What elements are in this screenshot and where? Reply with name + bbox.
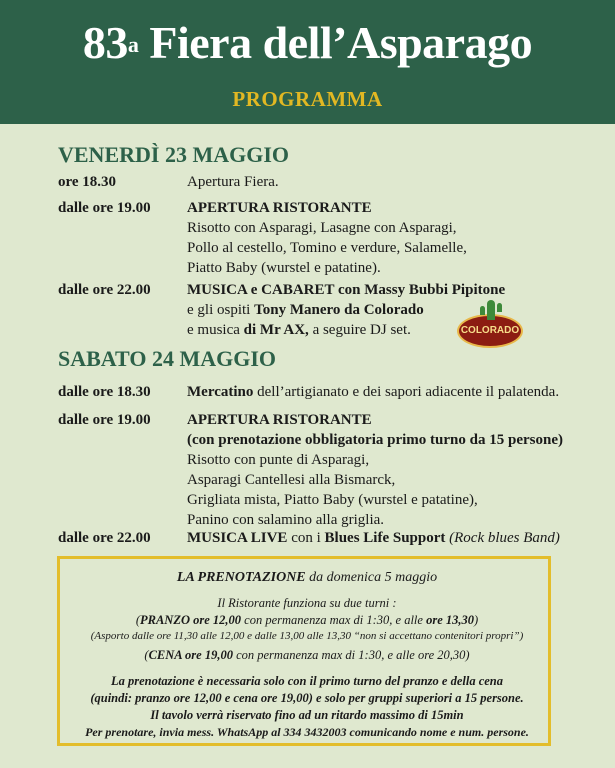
booking-note-line: Il tavolo verrà riservato fino ad un ritardo massimo di 15min	[150, 708, 464, 722]
event-heading: APERTURA RISTORANTE	[187, 412, 372, 428]
event-description: Mercatino dell’artigianato e dei sapori adiacente il palatenda.	[187, 384, 560, 400]
menu-line: Risotto con Asparagi, Lasagne con Asparagi,	[187, 220, 457, 236]
event-time: ore 18.30	[58, 174, 117, 190]
event-time: dalle ore 22.00	[58, 530, 151, 546]
event-line: e musica di Mr AX, a seguire DJ set.	[187, 322, 411, 338]
menu-line: Risotto con punte di Asparagi,	[187, 452, 370, 468]
booking-note: (con prenotazione obbligatoria primo turno da 15 persone)	[187, 432, 563, 448]
menu-line: Pollo al cestello, Tomino e verdure, Salamelle,	[187, 240, 467, 256]
menu-line: Panino con salamino alla griglia.	[187, 512, 385, 528]
header-banner	[0, 0, 615, 124]
event-heading: MUSICA e CABARET con Massy Bubbi Pipitone	[187, 282, 506, 298]
event-description: MUSICA LIVE con i Blues Life Support (Rock blues Band)	[187, 530, 560, 546]
takeaway-info: (Asporto dalle ore 11,30 alle 12,00 e dalle 13,00 alle 13,30 “non si accettano contenitori propri”)	[90, 630, 524, 642]
page-subtitle: PROGRAMMA	[232, 87, 383, 111]
booking-heading: LA PRENOTAZIONE da domenica 5 maggio	[176, 570, 438, 585]
colorado-logo: COLORADO	[457, 314, 523, 348]
page-title: 83$^a$ Fiera dell’Asparago	[82, 17, 533, 68]
event-description: Apertura Fiera.	[187, 174, 279, 190]
day-title-friday: VENERDÌ 23 MAGGIO	[58, 142, 290, 167]
menu-line: Asparagi Cantellesi alla Bismarck,	[187, 472, 396, 488]
day-title-saturday: SABATO 24 MAGGIO	[58, 346, 276, 371]
event-time: dalle ore 19.00	[58, 412, 151, 428]
booking-note-line: (quindi: pranzo ore 12,00 e cena ore 19,00) e solo per gruppi superiori a 15 persone.	[90, 691, 524, 705]
booking-intro: Il Ristorante funziona su due turni :	[217, 596, 397, 610]
event-heading: APERTURA RISTORANTE	[187, 200, 372, 216]
event-time: dalle ore 22.00	[58, 282, 151, 298]
event-time: dalle ore 18.30	[58, 384, 151, 400]
cactus-icon	[487, 300, 495, 320]
dinner-shifts: (CENA ore 19,00 con permanenza max di 1:30, e alle ore 20,30)	[144, 648, 470, 662]
booking-contact: Per prenotare, invia mess. WhatsApp al 334 3432003 comunicando nome e num. persone.	[85, 725, 529, 739]
event-description	[187, 198, 467, 278]
event-description	[187, 410, 563, 530]
event-line: e gli ospiti Tony Manero da Colorado	[187, 302, 424, 318]
booking-info-box	[57, 556, 551, 746]
menu-line: Grigliata mista, Piatto Baby (wurstel e patatine),	[187, 492, 478, 508]
booking-note-line: La prenotazione è necessaria solo con il primo turno del pranzo e della cena	[110, 674, 504, 688]
menu-line: Piatto Baby (wurstel e patatine).	[187, 260, 381, 276]
event-time: dalle ore 19.00	[58, 200, 151, 216]
lunch-shifts: (PRANZO ore 12,00 con permanenza max di 1:30, e alle ore 13,30)	[135, 613, 479, 627]
